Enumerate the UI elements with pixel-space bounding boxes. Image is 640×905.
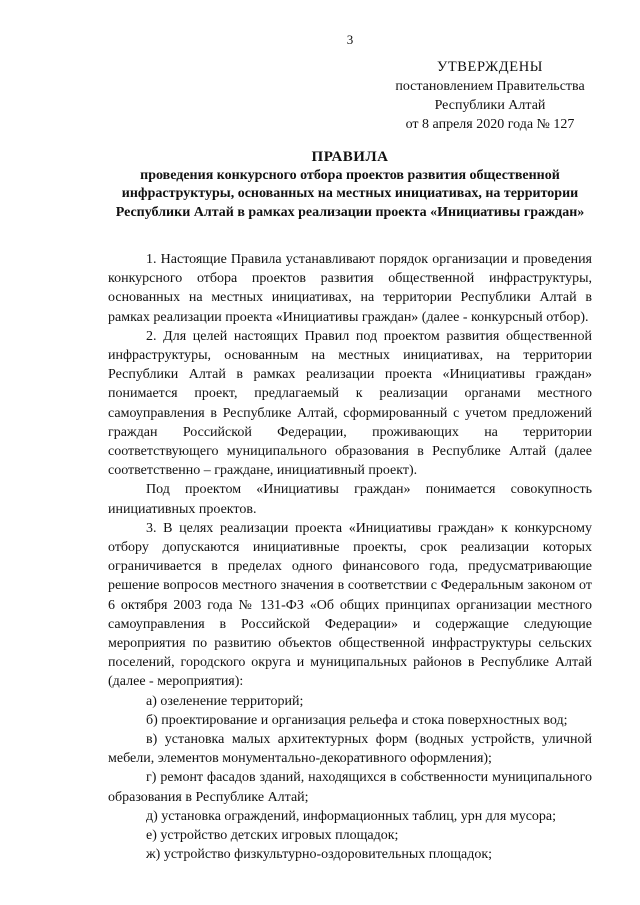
list-item-v: в) установка малых архитектурных форм (водных устройств, уличной мебели, элементов монументально-декоративного оформления);: [108, 732, 592, 767]
paragraph-1: 1. Настоящие Правила устанавливают порядок организации и проведения конкурсного отбора проектов развития общественной инфраструктуры, основанных на местных инициативах, на территории Республики Алтай в рамках реализации проекта «Инициативы граждан» (далее - конкурсный отбор).: [108, 252, 592, 325]
list-item-zh: ж) устройство физкультурно-оздоровительных площадок;: [146, 847, 493, 863]
approval-stamp: [380, 58, 600, 134]
document-title: ПРАВИЛА: [311, 149, 389, 165]
list-item-g: г) ремонт фасадов зданий, находящихся в собственности муниципального образования в Республике Алтай;: [108, 770, 592, 805]
list-item-d: д) установка ограждений, информационных таблиц, урн для мусора;: [146, 808, 557, 824]
page-number: 3: [346, 32, 354, 47]
paragraph-2-note: Под проектом «Инициативы граждан» понимается совокупность инициативных проектов.: [108, 482, 592, 517]
approval-line-1: постановлением Правительства: [395, 79, 585, 94]
list-item-a: а) озеленение территорий;: [146, 693, 304, 709]
document-heading: [108, 148, 592, 222]
paragraph-3: 3. В целях реализации проекта «Инициативы граждан» к конкурсному отбору допускаются инициативные проекты, срок реализации которых ограничивается в пределах одного финансового года, предусматривающие решение вопросов местного значения в соответствии с Федеральным законом от 6 октября 2003 года № 131-ФЗ «Об общих принципах организации местного самоуправления в Российской Федерации» и содержащие следующие мероприятия по развитию объектов общественной инфраструктуры сельских поселений, городского округа и муниципальных районов в Республике Алтай (далее - мероприятия):: [108, 520, 592, 690]
list-item-e: е) устройство детских игровых площадок;: [146, 828, 399, 844]
approval-line-2: Республики Алтай: [434, 98, 546, 113]
paragraph-2: 2. Для целей настоящих Правил под проектом развития общественной инфраструктуры, основанным на местных инициативах, на территории Республики Алтай в рамках реализации проекта «Инициативы граждан» понимается проект, предлагаемый к реализации органами местного самоуправления в Республике Алтай, сформированный с учетом предложений граждан Российской Федерации, проживающих на территории соответствующего муниципального образования в Республике Алтай (далее соответственно – граждане, инициативный проект).: [108, 328, 592, 479]
document-body: [108, 250, 592, 865]
list-item-b: б) проектирование и организация рельефа и стока поверхностных вод;: [146, 712, 568, 728]
document-subtitle: проведения конкурсного отбора проектов развития общественной инфраструктуры, основанных на местных инициативах, на территории Республики Алтай в рамках реализации проекта «Инициативы граждан»: [115, 167, 585, 220]
approval-line-3: от 8 апреля 2020 года № 127: [405, 117, 575, 132]
approval-title: УТВЕРЖДЕНЫ: [436, 59, 544, 75]
